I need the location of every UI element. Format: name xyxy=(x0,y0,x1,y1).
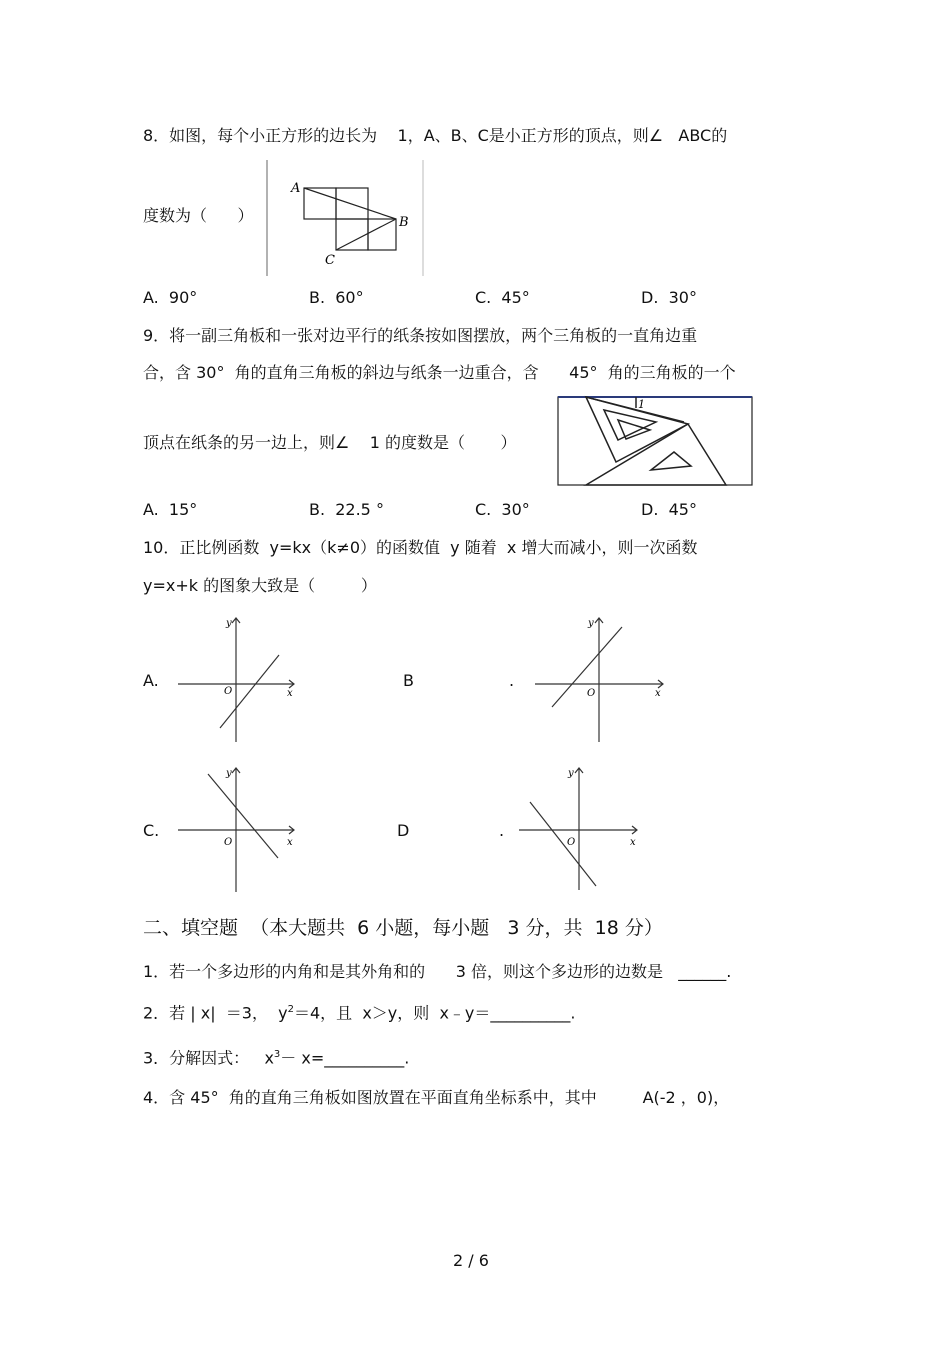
fill-q1: 1．若一个多边形的内角和是其外角和的 3 倍，则这个多边形的边数是 ______. xyxy=(143,962,732,981)
q10-graph-b xyxy=(527,612,667,748)
q8-grid-figure xyxy=(266,160,424,280)
q9-option-b: B. 22.5 ° xyxy=(309,500,384,519)
q10-graph-a xyxy=(170,612,310,748)
fill-q4: 4．含 45° 角的直角三角板如图放置在平面直角坐标系中，其中 A(-2 ，0)， xyxy=(143,1088,730,1107)
fill-q2-pre: 2．若 | x| ＝3， y xyxy=(143,1003,288,1023)
axis-x-label: x xyxy=(630,837,636,848)
q10-option-a-label: A. xyxy=(143,671,159,690)
q9-line2: 合，含 30° 角的直角三角板的斜边与纸条一边重合，含 45° 角的三角板的一个 xyxy=(143,363,736,382)
q10-option-d-dot: . xyxy=(499,821,505,840)
fill-q3-pre: 3．分解因式： x xyxy=(143,1048,274,1068)
q8-option-b: B. 60° xyxy=(309,288,364,307)
axis-y-label: y xyxy=(226,768,232,779)
q10-option-c-label: C. xyxy=(143,821,160,840)
q10-line1: 10．正比例函数 y=kx（k≠0）的函数值 y 随着 x 增大而减小，则一次函数 xyxy=(143,538,698,557)
q9-option-a: A. 15° xyxy=(143,500,198,519)
q8-option-d: D. 30° xyxy=(641,288,697,307)
section2-heading: 二、填空题 （本大题共 6 小题，每小题 3 分，共 18 分） xyxy=(143,917,663,939)
q9-line1: 9．将一副三角板和一张对边平行的纸条按如图摆放，两个三角板的一直角边重 xyxy=(143,326,698,345)
q8-option-a: A. 90° xyxy=(143,288,198,307)
axis-x-label: x xyxy=(287,688,293,699)
fill-q3-sup: 3 xyxy=(273,1049,281,1060)
q8-label-b: B xyxy=(399,215,409,230)
q8-line1: 8．如图，每个小正方形的边长为 1，A、B、C是小正方形的顶点，则∠ ABC的 xyxy=(143,126,728,145)
q10-graph-c xyxy=(170,762,310,898)
q10-line2: y=x+k 的图象大致是（ ） xyxy=(143,576,377,595)
fill-q2-sup: 2 xyxy=(287,1004,294,1015)
axis-origin-label: O xyxy=(567,837,576,848)
q10-option-b-dot: . xyxy=(509,671,515,690)
q9-line3: 顶点在纸条的另一边上，则∠ 1 的度数是（ ） xyxy=(143,433,517,452)
axis-y-label: y xyxy=(226,618,232,629)
q9-option-d: D. 45° xyxy=(641,500,697,519)
fill-q3-post: － x=__________. xyxy=(280,1048,410,1068)
axis-origin-label: O xyxy=(224,837,233,848)
fill-q2-post: ＝4，且 x＞y，则 x﹣y＝__________. xyxy=(293,1003,576,1023)
q8-option-c: C. 45° xyxy=(475,288,530,307)
q9-triangle-figure xyxy=(556,394,754,492)
fill-q3 xyxy=(143,1045,409,1068)
q10-option-d-label: D xyxy=(397,821,410,840)
axis-x-label: x xyxy=(655,688,661,699)
q8-line2: 度数为（ ） xyxy=(143,206,254,225)
q10-option-b-label: B xyxy=(403,671,414,690)
q8-label-a: A xyxy=(291,181,301,196)
q10-graph-d xyxy=(513,762,643,898)
axis-y-label: y xyxy=(568,768,574,779)
axis-y-label: y xyxy=(588,618,594,629)
q9-angle-label: 1 xyxy=(638,398,645,411)
axis-origin-label: O xyxy=(224,686,233,697)
axis-origin-label: O xyxy=(587,688,596,699)
q9-option-c: C. 30° xyxy=(475,500,530,519)
q8-label-c: C xyxy=(325,253,335,268)
fill-q2 xyxy=(143,1000,575,1023)
axis-x-label: x xyxy=(287,837,293,848)
page-number: 2 / 6 xyxy=(453,1251,489,1270)
